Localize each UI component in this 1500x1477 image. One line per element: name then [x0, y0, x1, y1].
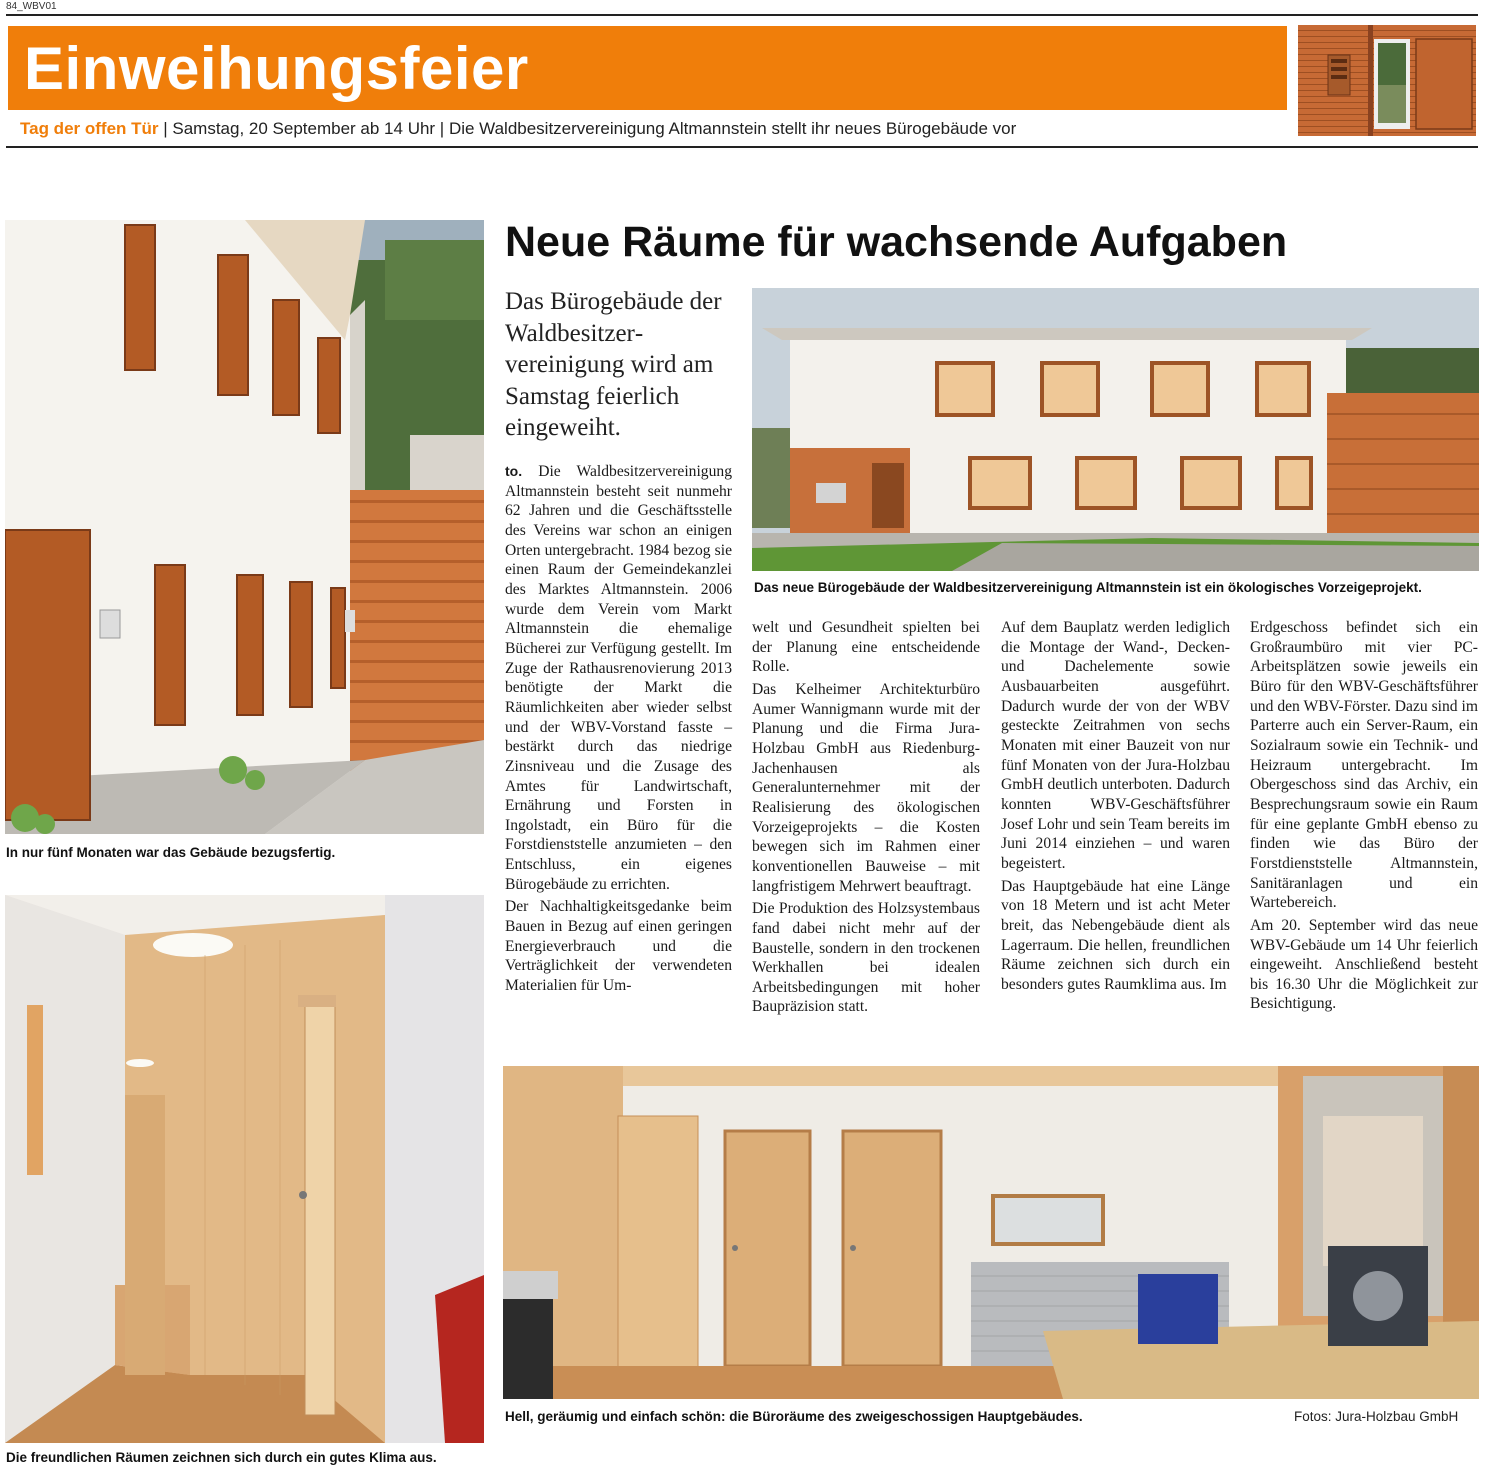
- col1-paragraph-2: Der Nachhaltigkeitsgedanke beim Bauen in Bezug auf einen geringen Energieverbrauch und die Verträglichkeit der verwendeten Materialien für Um-: [505, 898, 732, 995]
- tagline-details: | Samstag, 20 September ab 14 Uhr | Die Waldbesitzervereinigung Altmannstein stellt ihr neues Bürogebäude vor: [158, 119, 1017, 138]
- article-lead: Das Bürogebäude der Waldbesitzervereinigung wird am Samstag feierlich eingeweiht.: [505, 288, 722, 441]
- article-column-2: [752, 618, 980, 1020]
- byline: to.: [505, 463, 523, 479]
- article-column-4: [1250, 618, 1478, 1017]
- caption-building-front: Das neue Bürogebäude der Waldbesitzervereinigung Altmannstein ist ein ökologisches Vorzeigeprojekt.: [754, 580, 1422, 595]
- col4-paragraph-2: Am 20. September wird das neue WBV-Gebäude um 14 Uhr feierlich eingeweiht. Anschließend besteht bis 16.30 Uhr die Möglichkeit zur Besichtigung.: [1250, 916, 1478, 1013]
- top-rule: [6, 14, 1478, 16]
- page-title: Einweihungsfeier: [24, 35, 529, 102]
- col2-paragraph-2: Das Kelheimer Architekturbüro Aumer Wannigmann wurde mit der Planung und die Firma Jura-Holzbau GmbH aus Riedenburg-Jachenhausen als Generalunternehmer mit der Realisierung des ökologischen Vorzeigeprojekts – die Kosten bewegen sich im Rahmen einer konventionellen Bauweise – mit langfristigem Mehrwert beauftragt.: [752, 680, 980, 895]
- col2-paragraph-3: Die Produktion des Holzsystembaus fand dabei nicht mehr auf der Baustelle, sondern in den trockenen Werkhallen bei idealen Arbeitsbedingungen mit hoher Baupräzision statt.: [752, 900, 980, 1016]
- header-thumbnail-photo: [1298, 25, 1476, 136]
- col1-paragraph-1: Die Waldbesitzervereinigung Altmannstein besteht seit nunmehr 62 Jahren und die Geschäftsstelle des Vereins war schon an einigen Orten untergebracht. 1984 bezog sie einen Raum der Gemeindekanzlei des Marktes Altmannstein. 2006 wurde dem Verein vom Markt Altmannstein die ehemalige Bücherei zur Verfügung gestellt. Im Zuge der Rathausrenovierung 2013 benötigte der Markt die Räumlichkeiten aber wieder selbst und der WBV-Vorstand fasste – bestärkt durch das niedrige Zinsniveau und die Zusage des Amtes für Landwirtschaft, Ernährung und Forsten in Ingolstadt, ein Büro für die Forstdienststelle anzumieten – den Entschluss, ein eigenes Bürogebäude zu errichten.: [505, 463, 732, 893]
- photo-credit: Fotos: Jura-Holzbau GmbH: [1294, 1409, 1459, 1424]
- article-headline: Neue Räume für wachsende Aufgaben: [505, 218, 1288, 266]
- col2-paragraph-1: welt und Gesundheit spielten bei der Planung eine entscheidende Rolle.: [752, 619, 980, 676]
- article-column-3: [1001, 618, 1230, 997]
- photo-building-front: [752, 288, 1479, 571]
- caption-exterior-side: In nur fünf Monaten war das Gebäude bezugsfertig.: [6, 845, 336, 860]
- col3-paragraph-2: Das Hauptgebäude hat eine Länge von 18 Metern und ist acht Meter breit, das Nebengebäude dient als Lagerraum. Die hellen, freundlichen Räume zeichnen sich durch ein besonders gutes Raumklima aus. Im: [1001, 877, 1230, 993]
- photo-exterior-side: [5, 220, 484, 834]
- col3-paragraph-1: Auf dem Bauplatz werden lediglich die Montage der Wand-, Decken- und Dachelemente sowie Ausbauarbeiten ausgeführt. Dadurch wurde der von der WBV gesteckte Zeitrahmen von sechs Monaten mit einer Bauzeit von nur fünf Monaten von der Jura-Holzbau GmbH deutlich unterboten. Dadurch konnten WBV-Geschäftsführer Josef Lohr und sein Team bereits im Juni 2014 einziehen – und waren begeistert.: [1001, 619, 1230, 872]
- title-banner: [8, 26, 1287, 110]
- caption-corridor: Die freundlichen Räumen zeichnen sich durch ein gutes Klima aus.: [6, 1450, 437, 1465]
- photo-office: [503, 1066, 1479, 1399]
- header-rule: [6, 146, 1478, 148]
- article-column-1: [505, 462, 732, 999]
- page-code: 84_WBV01: [6, 1, 57, 12]
- photo-corridor: [5, 895, 484, 1443]
- tagline: [20, 119, 1016, 139]
- caption-office: Hell, geräumig und einfach schön: die Büroräume des zweigeschossigen Hauptgebäudes.: [505, 1409, 1083, 1424]
- col4-paragraph-1: Erdgeschoss befindet sich ein Großraumbüro mit vier PC-Arbeitsplätzen sowie jeweils ein Büro für den WBV-Geschäftsführer und den WBV-Förster. Dazu sind im Parterre auch ein Server-Raum, ein Sozialraum sowie ein Technik- und Heizraum untergebracht. Im Obergeschoss sind das Archiv, ein Besprechungsraum sowie ein Raum für eine geplante GmbH ebenso zu finden wie das Büro der Forstdienststelle Altmannstein, Sanitäranlagen und ein Wartebereich.: [1250, 619, 1478, 912]
- tagline-accent: Tag der offen Tür: [20, 119, 159, 138]
